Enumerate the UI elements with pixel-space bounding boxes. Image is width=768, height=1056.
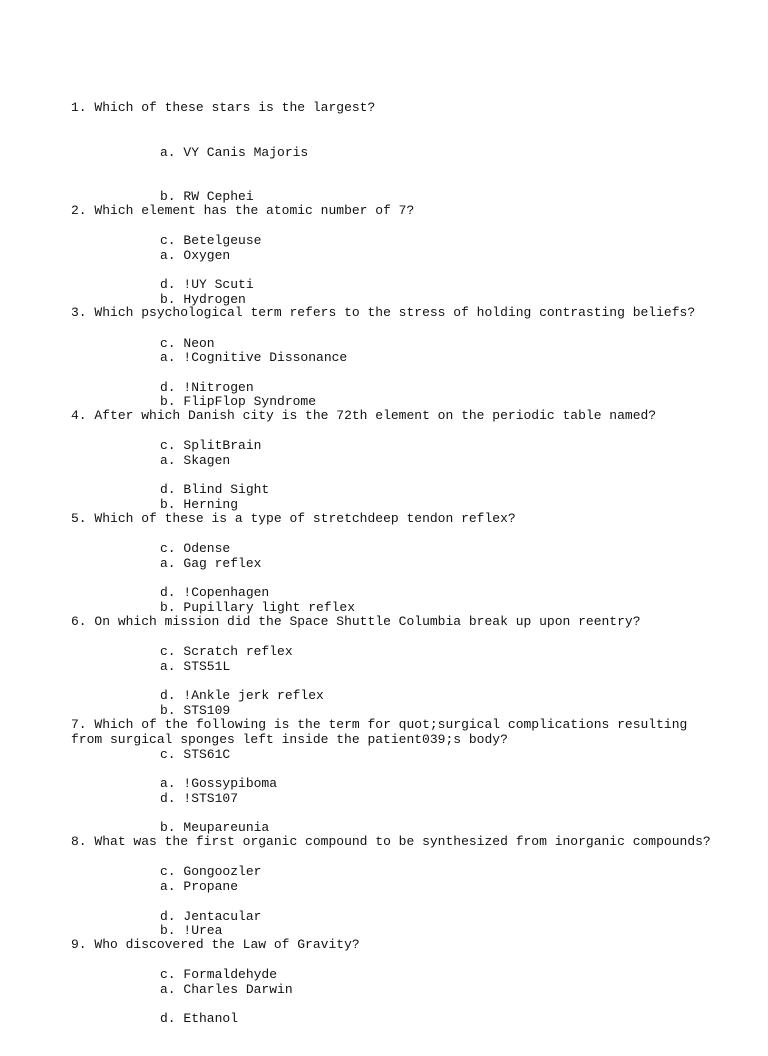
option-a: a. !Cognitive Dissonance <box>160 349 348 365</box>
option-c: c. Scratch reflex <box>160 643 293 659</box>
option-d: d. Blind Sight <box>160 481 270 497</box>
option-c: c. STS61C <box>160 746 231 762</box>
option-c: c. Formaldehyde <box>160 966 278 982</box>
option-b: b. Pupillary light reflex <box>160 599 356 615</box>
option-b: b. FlipFlop Syndrome <box>160 393 317 409</box>
option-a: a. STS51L <box>160 658 231 674</box>
option-d: d. !Copenhagen <box>160 584 270 600</box>
option-d: d. Ethanol <box>160 1010 239 1026</box>
question-text: 5. Which of these is a type of stretchdeep tendon reflex? <box>71 511 516 527</box>
option-d: d. !STS107 <box>160 790 239 806</box>
option-a: a. Charles Darwin <box>160 981 293 997</box>
option-d: d. !Nitrogen <box>160 379 254 395</box>
question-text: 4. After which Danish city is the 72th element on the periodic table named? <box>71 408 657 424</box>
option-d: d. Jentacular <box>160 908 262 924</box>
option-a: a. Oxygen <box>160 247 231 263</box>
question-text: 8. What was the first organic compound to be synthesized from inorganic compounds? <box>71 834 711 850</box>
option-d: d. !Ankle jerk reflex <box>160 687 324 703</box>
question-text: 7. Which of the following is the term for quot;surgical complications resulting from surgical sponges left inside the patient039;s body? <box>71 717 696 748</box>
option-c: c. Gongoozler <box>160 864 262 880</box>
option-b: b. Herning <box>160 496 239 512</box>
option-c: c. Neon <box>160 335 215 351</box>
option-b: b. Hydrogen <box>160 291 246 307</box>
question-text: 3. Which psychological term refers to the stress of holding contrasting beliefs? <box>71 305 696 321</box>
option-b: b. STS109 <box>160 702 231 718</box>
option-c: c. Betelgeuse <box>160 232 262 248</box>
option-a: a. !Gossypiboma <box>160 776 278 792</box>
question-text: 6. On which mission did the Space Shuttle Columbia break up upon reentry? <box>71 614 641 630</box>
question-text: 2. Which element has the atomic number of 7? <box>71 203 415 219</box>
option-a: a. VY Canis Majoris <box>160 144 309 160</box>
option-b: b. !Urea <box>160 922 223 938</box>
question-text: 9. Who discovered the Law of Gravity? <box>71 937 360 953</box>
option-d: d. !UY Scuti <box>160 276 254 292</box>
question-text: 1. Which of these stars is the largest? <box>71 100 376 116</box>
option-c: c. Odense <box>160 540 231 556</box>
option-b: b. Meupareunia <box>160 820 270 836</box>
option-a: a. Gag reflex <box>160 555 262 571</box>
question-9 <box>71 909 731 1027</box>
option-c: c. SplitBrain <box>160 437 262 453</box>
option-b: b. RW Cephei <box>160 188 254 204</box>
option-a: a. Skagen <box>160 452 231 468</box>
option-a: a. Propane <box>160 878 239 894</box>
